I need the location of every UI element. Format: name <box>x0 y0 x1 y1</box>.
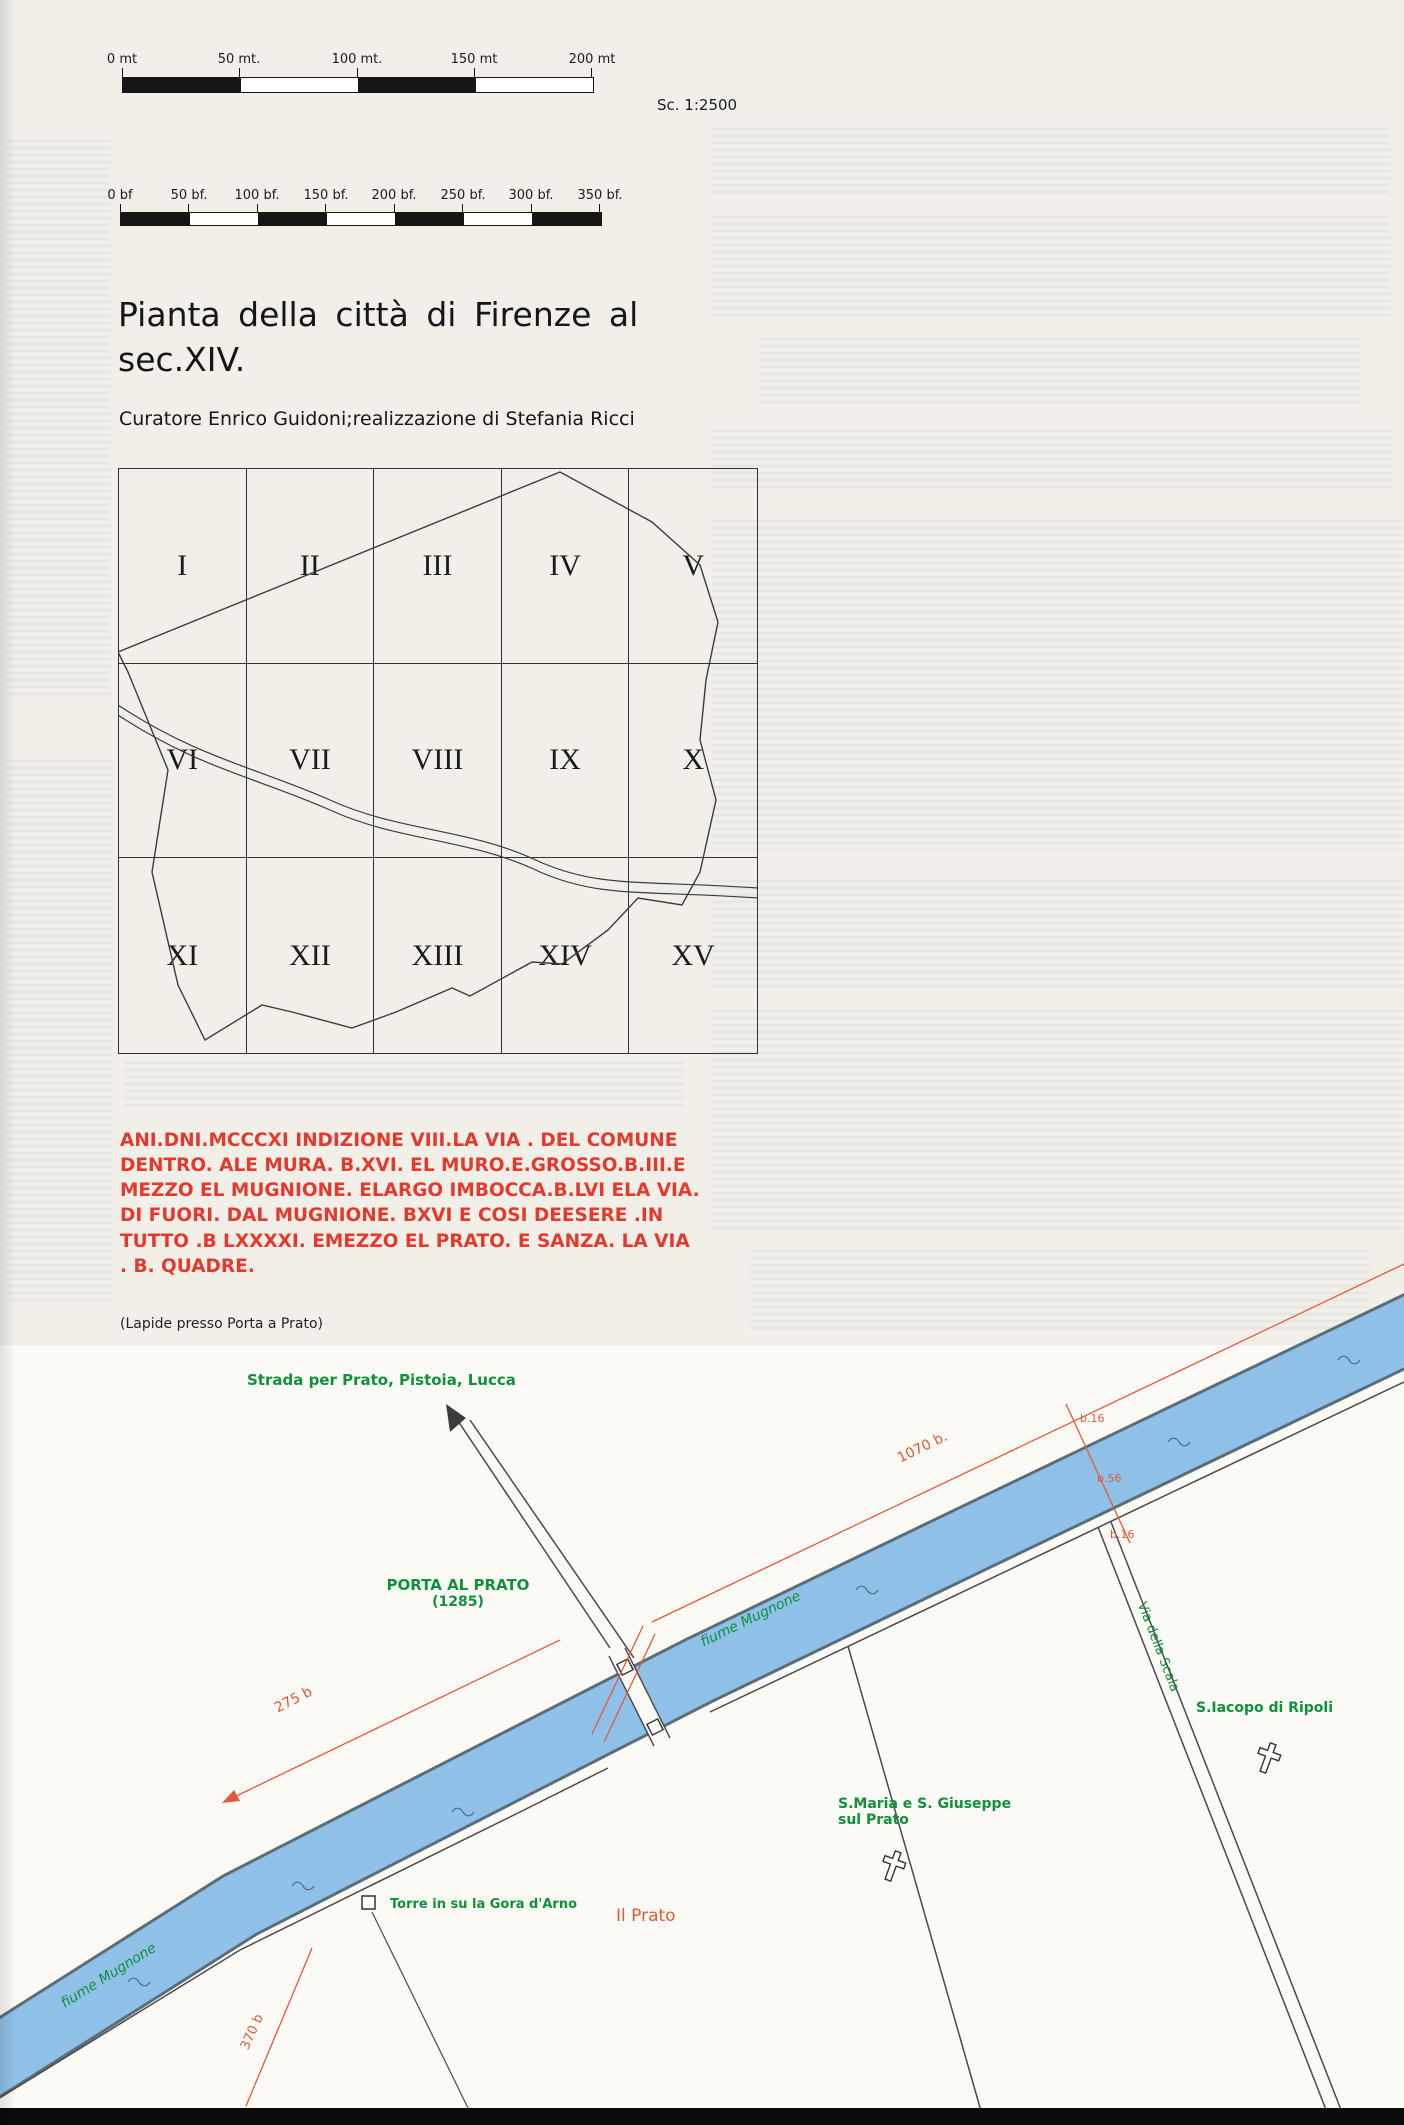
scalebar-mt-label: 200 mt <box>568 52 616 67</box>
porta-al-prato-label <box>373 1576 543 1610</box>
scalebar-mt-label: 0 mt <box>106 52 138 67</box>
grid-cell-label: III <box>422 548 453 582</box>
grid-cell-label: VIII <box>411 743 464 777</box>
s-maria-line2: sul Prato <box>838 1812 909 1828</box>
grid-cell-label: IV <box>549 548 581 582</box>
grid-cell-label: II <box>299 548 320 582</box>
fiume-mugnone-label-lower: fiume Mugnone <box>58 1940 160 2012</box>
grid-cell-label: VI <box>166 743 199 777</box>
il-prato-label: Il Prato <box>616 1906 676 1926</box>
measure-275b-label: 275 b <box>272 1683 315 1717</box>
measure-b16-label: b.16 <box>1080 1412 1105 1425</box>
grid-cell-label: XI <box>166 938 199 972</box>
grid-cell-label: I <box>177 548 188 582</box>
torre-marker <box>362 1896 375 1909</box>
scalebar-bf-label: 350 bf. <box>577 188 623 203</box>
scalebar-mt-label: 150 mt <box>450 52 498 67</box>
measure-b16-label: b.16 <box>1110 1528 1135 1541</box>
grid-cell-label: XIV <box>538 938 592 972</box>
torre-label: Torre in su la Gora d'Arno <box>390 1897 578 1912</box>
inscription-caption: (Lapide presso Porta a Prato) <box>120 1316 323 1332</box>
scalebar-bf-label: 150 bf. <box>303 188 349 203</box>
measure-b56-label: b.56 <box>1097 1472 1122 1485</box>
page-subtitle: Curatore Enrico Guidoni;realizzazione di Stefania Ricci <box>119 408 635 430</box>
s-maria-label <box>838 1796 1011 1828</box>
via-della-scala-label: Via della Scala <box>1133 1600 1182 1694</box>
fiume-mugnone-label-upper: fiume Mugnone <box>698 1588 804 1651</box>
scalebar-bf-label: 200 bf. <box>371 188 417 203</box>
inscription-line: . B. QUADRE. <box>120 1255 255 1277</box>
porta-year: (1285) <box>432 1594 484 1610</box>
inscription-line: TUTTO .B LXXXXI. EMEZZO EL PRATO. E SANZA. LA VIA <box>120 1230 690 1252</box>
scalebar-bf-label: 300 bf. <box>508 188 554 203</box>
grid-cell-label: V <box>682 548 705 582</box>
page-title-line2: sec.XIV. <box>118 340 246 379</box>
grid-cell-label: XV <box>671 938 715 972</box>
scalebar-mt-label: 100 mt. <box>331 52 383 67</box>
grid-cell-label: X <box>682 743 705 777</box>
grid-cell-label: IX <box>549 743 581 777</box>
porta-name: PORTA AL PRATO <box>386 1576 530 1594</box>
s-iacopo-label: S.Iacopo di Ripoli <box>1196 1700 1333 1716</box>
inscription-line: DI FUORI. DAL MUGNIONE. BXVI E COSI DEESERE .IN <box>120 1205 664 1227</box>
scalebar-bf-label: 100 bf. <box>234 188 280 203</box>
scale-ratio-note: Sc. 1:2500 <box>657 96 738 114</box>
scalebar-bf-label: 50 bf. <box>170 188 208 203</box>
scan-edge-bar <box>0 2108 1404 2125</box>
grid-cell-label: XII <box>289 938 331 972</box>
scalebar-bf-label: 250 bf. <box>440 188 486 203</box>
measure-1070b-label: 1070 b. <box>895 1428 951 1467</box>
page-title-line1: Pianta della città di Firenze al <box>118 295 639 334</box>
scalebar-mt-label: 50 mt. <box>217 52 261 67</box>
grid-cell-label: XIII <box>411 938 464 972</box>
measure-370b-label: 370 b <box>238 2012 267 2053</box>
inscription-line: DENTRO. ALE MURA. B.XVI. EL MURO.E.GROSSO.B.III.E <box>120 1155 686 1177</box>
inscription-line: MEZZO EL MUGNIONE. ELARGO IMBOCCA.B.LVI ELA VIA. <box>120 1180 700 1202</box>
grid-cell-label: VII <box>289 743 331 777</box>
scalebar-bf-label: 0 bf <box>107 188 133 203</box>
inscription-line: ANI.DNI.MCCCXI INDIZIONE VIII.LA VIA . DEL COMUNE <box>120 1130 678 1151</box>
strada-label: Strada per Prato, Pistoia, Lucca <box>247 1371 516 1389</box>
s-maria-line1: S.Maria e S. Giuseppe <box>838 1796 1012 1812</box>
